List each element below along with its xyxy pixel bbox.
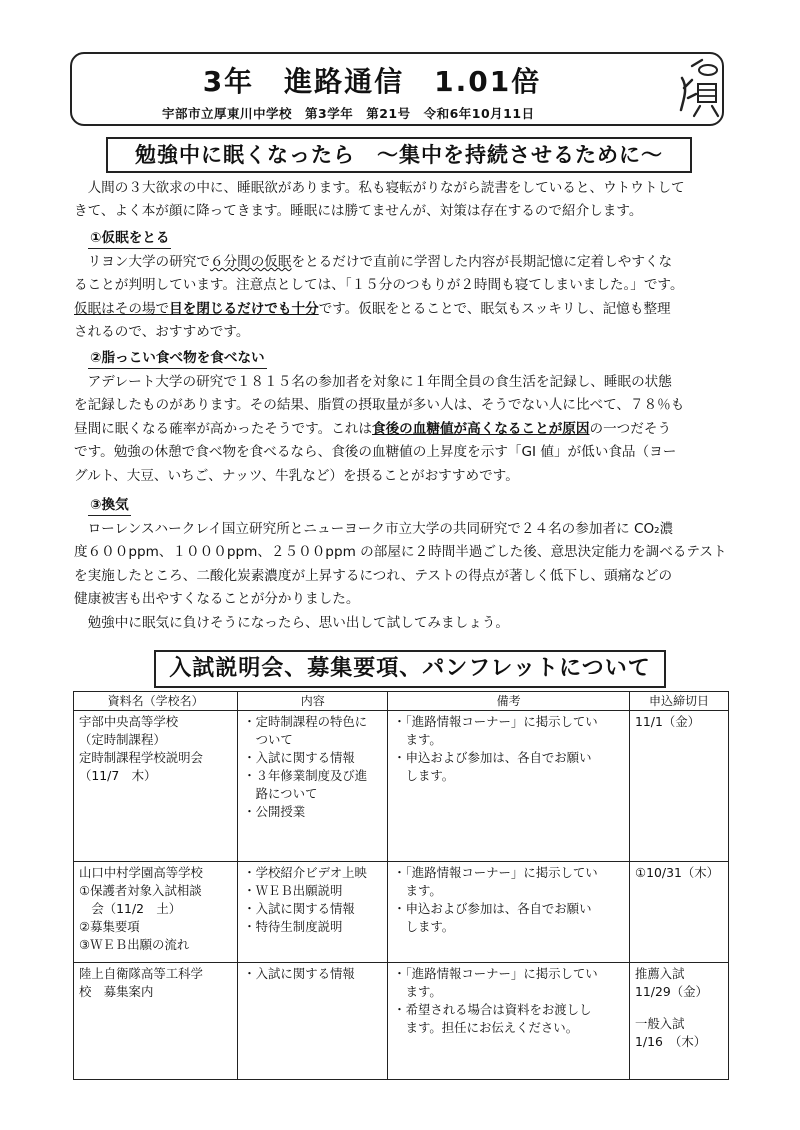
cell-note: ・「進路情報コーナー」に掲示してい ます。 ・希望される場合は資料をお渡しし ます。担任にお伝えください。 xyxy=(388,963,630,1080)
intro-line: 人間の３大欲求の中に、睡眠欲があります。私も寝転がりながら読書をしていると、ウトウトして xyxy=(74,180,685,196)
tip3-line: 健康被害も出やすくなることが分かりました。 xyxy=(74,591,360,608)
newsletter-title: 3年 進路通信 1.01倍 xyxy=(202,65,542,98)
column-header-name: 資料名（学校名） xyxy=(74,692,238,711)
tip2-line: グルト、大豆、いちご、ナッツ、牛乳など）を摂ることがおすすめです。 xyxy=(74,467,519,484)
cell-content: ・定時制課程の特色に ついて ・入試に関する情報 ・３年修業制度及び進 路について ・公開授業 xyxy=(238,711,388,862)
section-heading-sleep: 勉強中に眠くなったら ～集中を持続させるために～ xyxy=(106,137,692,173)
cell-note: ・「進路情報コーナー」に掲示してい ます。 ・申込および参加は、各自でお願い します。 xyxy=(388,862,630,963)
highlight-close-eyes: 目を閉じるだけでも十分 xyxy=(169,300,319,317)
table-row xyxy=(74,711,729,862)
section-heading-admissions: 入試説明会、募集要項、パンフレットについて xyxy=(154,650,666,688)
column-header-content: 内容 xyxy=(238,692,388,711)
highlight-blood-sugar: 食後の血糖値が高くなることが原因 xyxy=(371,420,590,437)
cell-name: 山口中村学園高等学校 ①保護者対象入試相談 会（11/2 土） ②募集要項 ③ＷＥＢ出願の流れ xyxy=(74,862,238,963)
tip2-paragraph xyxy=(74,371,730,488)
header-box xyxy=(70,52,724,126)
column-header-note: 備考 xyxy=(388,692,630,711)
closing-line: 勉強中に眠気に負けそうになったら、思い出して試してみましょう。 xyxy=(74,614,509,631)
tip3-paragraph xyxy=(74,518,730,635)
handwritten-logo-icon xyxy=(678,58,722,120)
cell-content: ・入試に関する情報 xyxy=(238,963,388,1080)
tip3-heading: ③換気 xyxy=(88,495,131,516)
table-header-row xyxy=(74,692,729,711)
cell-name: 陸上自衛隊高等工科学 校 募集案内 xyxy=(74,963,238,1080)
tip1-line: ることが判明しています。注意点としては、「１５分のつもりが２時間も寝てしまいました。」です。 xyxy=(74,277,684,294)
tip1-line: リヨン大学の研究で６分間の仮眠をとるだけで直前に学習した内容が長期記憶に定着しやすくな xyxy=(74,254,673,270)
cell-name: 宇部中央高等学校 （定時制課程） 定時制課程学校説明会 （11/7 木） xyxy=(74,711,238,862)
admissions-table xyxy=(73,691,729,1080)
table-row xyxy=(74,963,729,1080)
intro-paragraph xyxy=(74,177,730,224)
cell-deadline: 11/1（金） xyxy=(630,711,729,862)
tip1-line: 仮眠はその場で目を閉じるだけでも十分です。仮眠をとることで、眠気もスッキリし、記憶も整理 xyxy=(74,300,671,317)
tip1-line: されるので、おすすめです。 xyxy=(74,324,250,341)
cell-content: ・学校紹介ビデオ上映 ・ＷＥＢ出願説明 ・入試に関する情報 ・特待生制度説明 xyxy=(238,862,388,963)
tip3-line: ローレンスハークレイ国立研究所とニューヨーク市立大学の共同研究で２４名の参加者に CO₂濃 xyxy=(74,521,674,537)
tip3-line: を実施したところ、二酸化炭素濃度が上昇するにつれ、テストの得点が著しく低下し、頭痛などの xyxy=(74,567,673,584)
column-header-deadline: 申込締切日 xyxy=(630,692,729,711)
tip1-heading: ①仮眠をとる xyxy=(88,228,171,249)
tip3-line: 度６００ppm、１０００ppm、２５００ppm の部屋に２時間半過ごした後、意思決定能力を調べるテスト xyxy=(74,544,727,561)
tip2-heading: ②脂っこい食べ物を食べない xyxy=(88,348,267,369)
newsletter-subtitle: 宇部市立厚東川中学校 第3学年 第21号 令和6年10月11日 xyxy=(162,106,535,121)
tip2-line: を記録したものがあります。その結果、脂質の摂取量が多い人は、そうでない人に比べて、７８％も xyxy=(74,397,685,414)
tip2-line: です。勉強の休憩で食べ物を食べるなら、食後の血糖値の上昇度を示す「GI 値」が低い食品（ヨー xyxy=(74,444,677,461)
tip2-line: 昼間に眠くなる確率が高かったそうです。これは食後の血糖値が高くなることが原因の一つだそう xyxy=(74,420,672,437)
cell-note: ・「進路情報コーナー」に掲示してい ます。 ・申込および参加は、各自でお願い します。 xyxy=(388,711,630,862)
highlight-nap-duration: ６分間の仮眠 xyxy=(209,254,292,270)
tip1-paragraph xyxy=(74,251,730,345)
intro-line: きて、よく本が顔に降ってきます。睡眠には勝てませんが、対策は存在するので紹介します。 xyxy=(74,203,643,220)
cell-deadline: ①10/31（木） xyxy=(630,862,729,963)
tip2-line: アデレート大学の研究で１８１５名の参加者を対象に１年間全員の食生活を記録し、睡眠の状態 xyxy=(74,374,672,390)
cell-deadline: 推薦入試 11/29（金） 一般入試 1/16 （木） xyxy=(630,963,729,1080)
table-row xyxy=(74,862,729,963)
